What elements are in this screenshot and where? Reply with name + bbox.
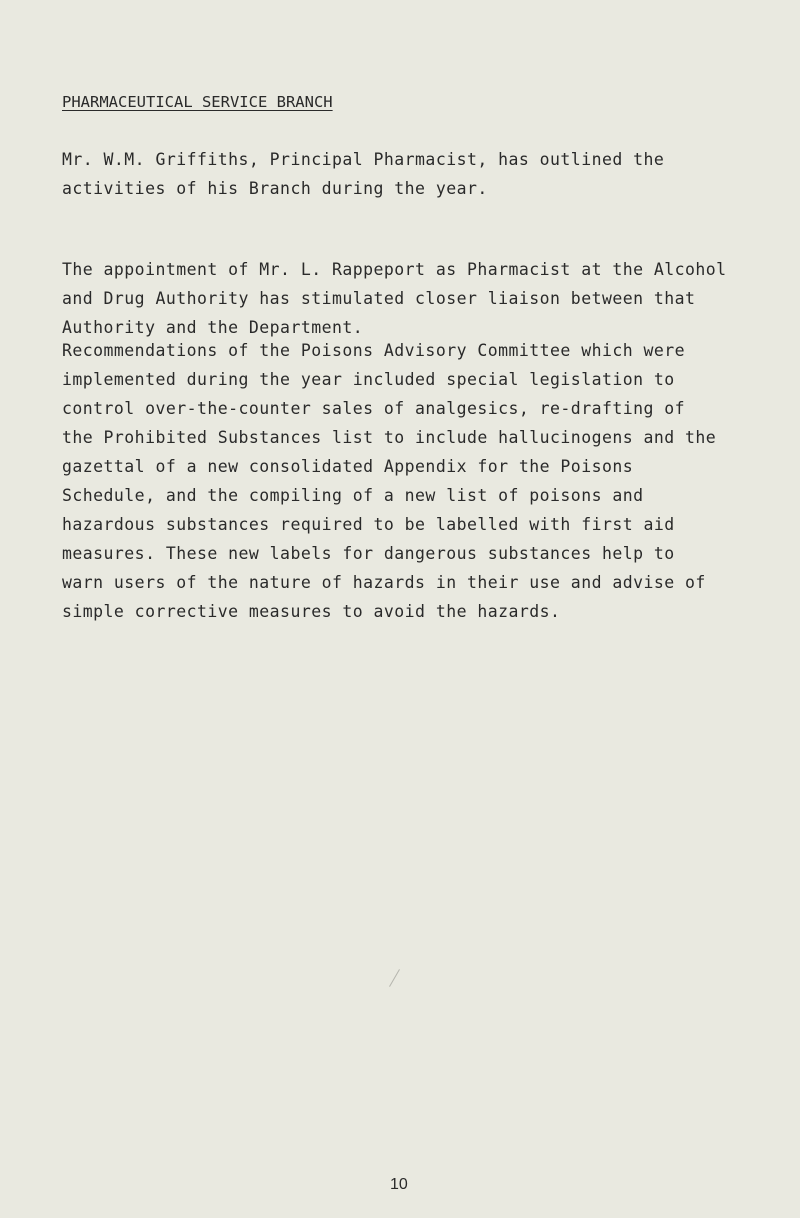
paragraph-griffiths	[62, 145, 782, 203]
paragraph-recommendations	[62, 336, 782, 626]
paragraph-line: Authority and the Department.	[62, 318, 364, 337]
paragraph-line: warn users of the nature of hazards in their use and advise of	[62, 573, 706, 592]
paragraph-line: activities of his Branch during the year.	[62, 179, 488, 198]
paragraph-line: hazardous substances required to be labelled with first aid	[62, 515, 675, 534]
paragraph-line: and Drug Authority has stimulated closer liaison between that	[62, 289, 696, 308]
stray-pen-mark	[389, 969, 400, 987]
paragraph-line: control over-the-counter sales of analgesics, re-drafting of	[62, 399, 686, 418]
paragraph-line: gazettal of a new consolidated Appendix for the Poisons	[62, 457, 634, 476]
paragraph-appointment	[62, 255, 782, 342]
paragraph-line: Schedule, and the compiling of a new list of poisons and	[62, 486, 644, 505]
paragraph-line: measures. These new labels for dangerous substances help to	[62, 544, 675, 563]
paragraph-line: Mr. W.M. Griffiths, Principal Pharmacist, has outlined the	[62, 150, 665, 169]
paragraph-line: the Prohibited Substances list to include hallucinogens and the	[62, 428, 717, 447]
paragraph-line: implemented during the year included special legislation to	[62, 370, 675, 389]
paragraph-line: The appointment of Mr. L. Rappeport as Pharmacist at the Alcohol	[62, 260, 727, 279]
paragraph-line: simple corrective measures to avoid the hazards.	[62, 602, 561, 621]
page-number: 10	[390, 1176, 408, 1193]
paragraph-line: Recommendations of the Poisons Advisory Committee which were	[62, 341, 686, 360]
section-heading: PHARMACEUTICAL SERVICE BRANCH	[62, 93, 333, 111]
